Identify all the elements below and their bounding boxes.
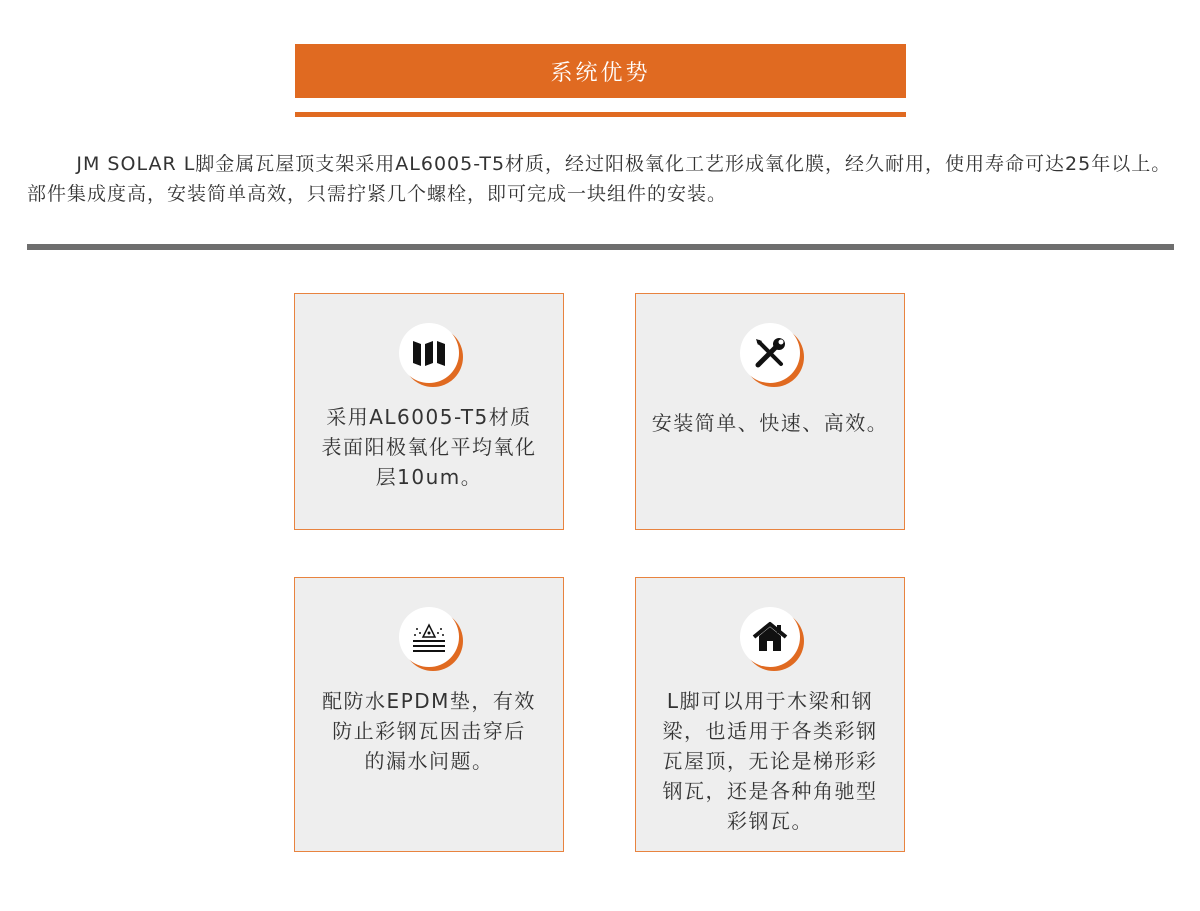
section-title-banner <box>295 44 906 98</box>
material-panels-icon <box>411 338 447 368</box>
feature-line: 采用AL6005-T5材质 <box>326 405 532 429</box>
feature-text <box>305 402 553 492</box>
feature-text <box>305 686 553 776</box>
section-title: 系统优势 <box>550 60 651 86</box>
house-icon <box>752 621 788 653</box>
feature-card-installation <box>635 293 905 530</box>
feature-line: 梁，也适用于各类彩钢 <box>662 719 878 743</box>
icon-badge <box>740 323 806 385</box>
feature-line: L脚可以用于木梁和钢 <box>666 689 874 713</box>
title-underline <box>295 112 906 117</box>
section-divider <box>27 244 1174 250</box>
feature-line: 防止彩钢瓦因击穿后 <box>332 719 526 743</box>
feature-line: 瓦屋顶，无论是梯形彩 <box>662 749 878 773</box>
feature-line: 彩钢瓦。 <box>727 809 813 833</box>
feature-line: 层10um。 <box>375 465 483 489</box>
waterproof-icon <box>409 621 449 653</box>
feature-line: 的漏水问题。 <box>364 749 494 773</box>
feature-line: 安装简单、快速、高效。 <box>651 411 889 435</box>
icon-badge <box>399 323 465 385</box>
feature-line: 配防水EPDM垫，有效 <box>322 689 536 713</box>
icon-badge <box>740 607 806 669</box>
feature-line: 钢瓦，还是各种角驰型 <box>662 779 878 803</box>
tools-icon <box>753 336 787 370</box>
feature-card-material <box>294 293 564 530</box>
feature-card-waterproof <box>294 577 564 852</box>
feature-card-compatibility <box>635 577 905 852</box>
feature-line: 表面阳极氧化平均氧化 <box>321 435 537 459</box>
icon-badge <box>399 607 465 669</box>
feature-text <box>646 408 894 438</box>
intro-paragraph: JM SOLAR L脚金属瓦屋顶支架采用AL6005-T5材质，经过阳极氧化工艺形成氧化膜，经久耐用，使用寿命可达25年以上。部件集成度高，安装简单高效，只需拧紧几个螺栓，即可完成一块组件的安装。 <box>27 153 1172 205</box>
feature-text <box>646 686 894 836</box>
